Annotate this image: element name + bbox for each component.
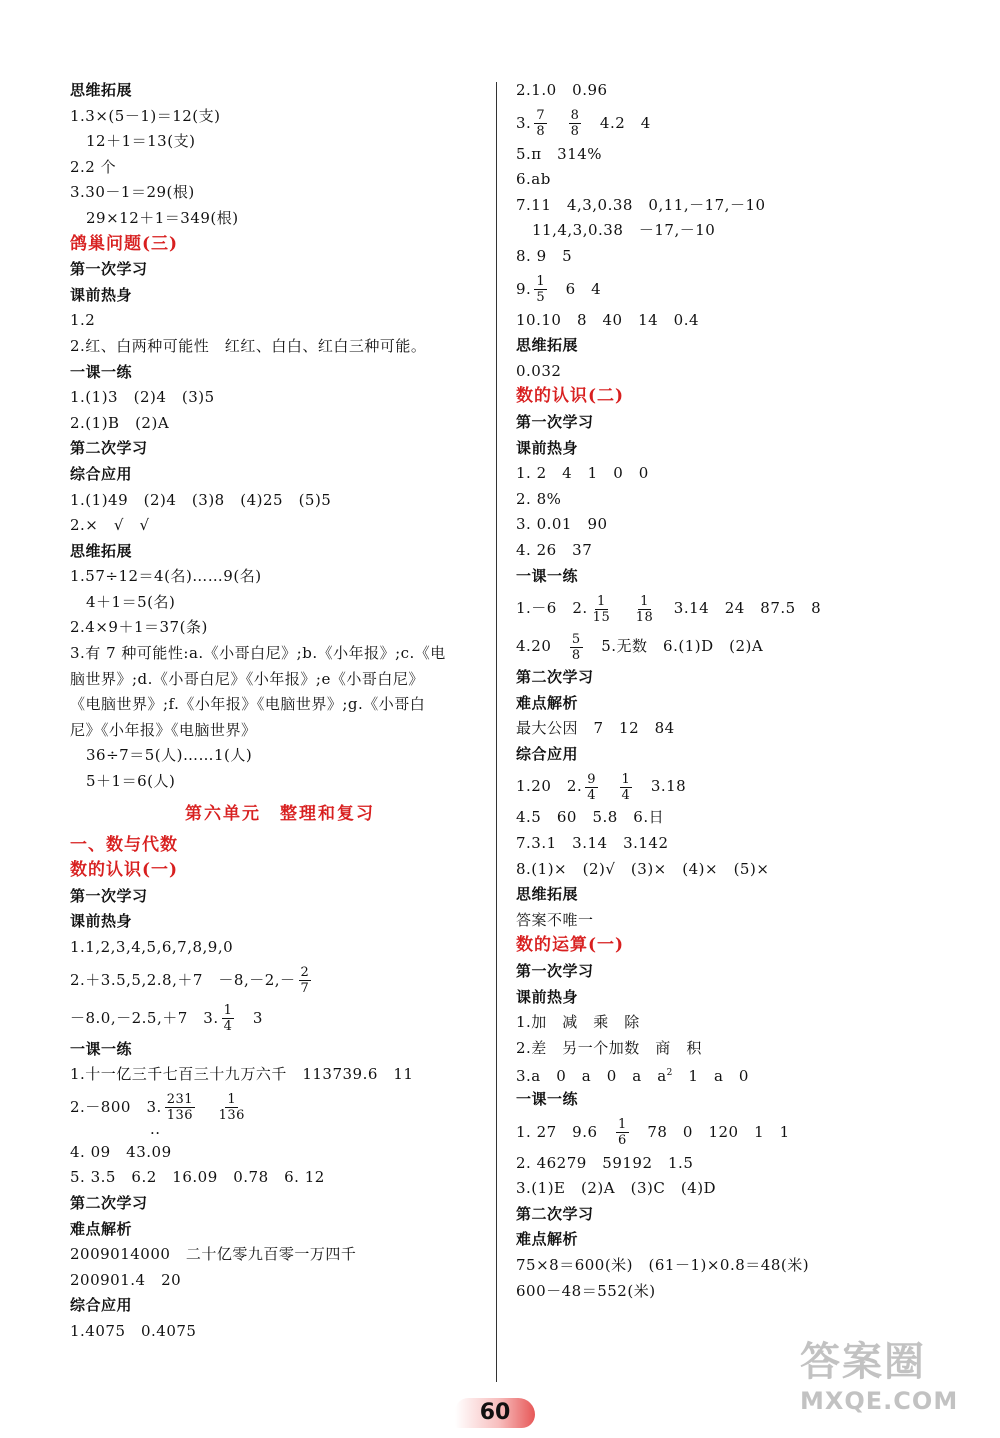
line: 2. 8% <box>516 489 562 508</box>
line: 第二次学习 <box>70 1193 148 1212</box>
fraction: $\frac{2}{7}$ <box>300 965 310 997</box>
line: 3.a 0 a 0 a $a^2$ 1 a 0 <box>516 1067 749 1086</box>
section-heading: 数的运算(一) <box>516 935 625 956</box>
line: 综合应用 <box>516 744 579 763</box>
line: 2.2 个 <box>70 157 117 176</box>
section-heading: 鸽巢问题(三) <box>70 233 179 254</box>
line: 2009014000 二十亿零九百零一万四千 <box>70 1245 357 1264</box>
line: 1.－6 2. $\frac{1}{15}$ $\frac{1}{18}$ 3.14 24 87.5 8 <box>516 593 822 625</box>
fraction: $\frac{8}{8}$ <box>570 108 580 140</box>
column-divider <box>496 82 497 1382</box>
page-number: 60 <box>455 1398 535 1428</box>
fraction: $\frac{9}{4}$ <box>587 771 596 803</box>
line: 思维拓展 <box>516 885 579 904</box>
line: 3. 0.01 90 <box>516 515 608 534</box>
line: 综合应用 <box>70 464 133 483</box>
line: 1.2 <box>70 311 96 330</box>
line: 4. 26 37 <box>516 540 593 559</box>
line: 课前热身 <box>516 438 579 457</box>
line: 75×8＝600(米) (61－1)×0.8＝48(米) <box>516 1255 810 1274</box>
line: 最大公因 7 12 84 <box>516 719 675 738</box>
line: 1.(1)49 (2)4 (3)8 (4)25 (5)5 <box>70 490 332 509</box>
line: 思维拓展 <box>516 336 579 355</box>
fraction: $\frac{1}{136}$ <box>218 1092 245 1124</box>
line: 课前热身 <box>70 912 133 931</box>
fraction: $\frac{1}{5}$ <box>536 274 546 306</box>
line: 脑世界》;d.《小哥白尼》《小年报》;e《小哥白尼》 <box>70 669 424 688</box>
line: 1.4075 0.4075 <box>70 1321 197 1340</box>
line: 600－48＝552(米) <box>516 1281 656 1300</box>
line: 9. $\frac{1}{5}$ 6 4 <box>516 274 602 306</box>
line: 1. 27 9.6 $\frac{1}{6}$ 78 0 120 1 1 <box>516 1117 790 1149</box>
line: 第一次学习 <box>516 962 594 981</box>
line: 3. $\frac{7}{8}$ $\frac{8}{8}$ 4.2 4 <box>516 108 651 140</box>
line: 7.11 4,3,0.38 0,11,－17,－10 <box>516 195 766 214</box>
line: 3.(1)E (2)A (3)C (4)D <box>516 1179 717 1198</box>
line: 6.ab <box>516 170 551 189</box>
line: 2.× √ √ <box>70 516 150 535</box>
line: 8. 9 5 <box>516 246 573 265</box>
section-heading: 数的认识(二) <box>516 386 625 407</box>
line: 7.3.1 3.14 3.142 <box>516 834 669 853</box>
line: 8.(1)× (2)√ (3)× (4)× (5)× <box>516 859 770 878</box>
line: 5.π 314% <box>516 144 603 163</box>
line: 2.＋3.5,5,2.8,＋7 －8,－2,－ $\frac{2}{7}$ <box>70 965 310 997</box>
line: 思维拓展 <box>70 81 133 99</box>
line: 36÷7＝5(人)……1(人) <box>86 746 253 765</box>
line: 课前热身 <box>516 987 579 1006</box>
line: 课前热身 <box>70 285 133 304</box>
unit-title: 第六单元 整理和复习 <box>185 803 375 824</box>
fraction: $\frac{1}{4}$ <box>223 1003 233 1035</box>
line: 第一次学习 <box>70 260 148 279</box>
section-heading: 一、数与代数 <box>70 834 178 855</box>
line: 第一次学习 <box>70 886 148 905</box>
line: 一课一练 <box>516 1090 579 1108</box>
line: 答案不唯一 <box>516 910 594 929</box>
line: 1.(1)3 (2)4 (3)5 <box>70 388 215 407</box>
line: －8.0,－2.5,＋7 3. $\frac{1}{4}$ 3 <box>70 1003 263 1035</box>
line: 尼》《小年报》《电脑世界》 <box>70 720 257 739</box>
line: 2.差 另一个加数 商 积 <box>516 1038 702 1057</box>
line: 第二次学习 <box>516 1204 594 1223</box>
line: 4＋1＝5(名) <box>86 592 176 611</box>
line: 1.57÷12＝4(名)……9(名) <box>70 567 262 586</box>
left-column <box>70 78 490 1345</box>
line: 1.加 减 乘 除 <box>516 1013 640 1032</box>
line: 4.20 $\frac{5}{8}$ 5.无数 6.(1)D (2)A <box>516 631 764 663</box>
line: 一课一练 <box>516 566 579 585</box>
line: 2.红、白两种可能性 红红、白白、红白三种可能。 <box>70 336 427 355</box>
line: 12＋1＝13(支) <box>86 132 196 151</box>
line: 2.1.0 0.96 <box>516 81 608 99</box>
fraction: $\frac{1}{15}$ <box>592 593 611 625</box>
line: 难点解析 <box>516 693 579 712</box>
line: 2. 46279 59192 1.5 <box>516 1153 694 1172</box>
line: 第二次学习 <box>70 439 148 458</box>
line: 1.1,2,3,4,5,6,7,8,9,0 <box>70 938 234 956</box>
line: 29×12＋1＝349(根) <box>86 208 239 227</box>
line: 11,4,3,0.38 －17,－10 <box>532 221 716 240</box>
fraction: $\frac{1}{6}$ <box>618 1117 627 1149</box>
line: 思维拓展 <box>70 541 133 560</box>
line: 4.5 60 5.8 6.日 <box>516 808 665 827</box>
line: 综合应用 <box>70 1296 133 1315</box>
section-heading: 数的认识(一) <box>70 860 179 881</box>
repeating-dots: ·· <box>150 1123 161 1142</box>
line: 难点解析 <box>70 1219 133 1238</box>
right-column <box>516 78 956 1304</box>
line: 1.20 2. $\frac{9}{4}$ $\frac{1}{4}$ 3.18 <box>516 771 687 803</box>
fraction: $\frac{231}{136}$ <box>166 1092 194 1124</box>
fraction: $\frac{5}{8}$ <box>571 631 581 663</box>
line: 难点解析 <box>516 1230 579 1249</box>
line: 1.3×(5－1)＝12(支) <box>70 106 221 125</box>
line: 200901.4 20 <box>70 1270 182 1289</box>
line: 4. 09 43.09 <box>70 1142 172 1161</box>
line: 3.有 7 种可能性:a.《小哥白尼》;b.《小年报》;c.《电 <box>70 644 446 663</box>
line: 1.十一亿三千七百三十九万六千 113739.6 11 <box>70 1065 414 1084</box>
line: 2.4×9＋1＝37(条) <box>70 618 208 637</box>
fraction: $\frac{1}{18}$ <box>635 593 654 625</box>
watermark-logo: 答案圈 MXQE.COM <box>800 1339 959 1415</box>
line: 一课一练 <box>70 362 133 381</box>
line: 5. 3.5 6.2 16.09 0.78 6. 12 <box>70 1168 325 1187</box>
line: 5＋1＝6(人) <box>86 772 176 791</box>
line: 3.30－1＝29(根) <box>70 183 195 202</box>
line: 一课一练 <box>70 1039 133 1058</box>
line: 《电脑世界》;f.《小年报》《电脑世界》;g.《小哥白 <box>70 695 426 714</box>
line: 2.(1)B (2)A <box>70 413 170 432</box>
line: 第二次学习 <box>516 668 594 687</box>
line: 1. 2 4 1 0 0 <box>516 464 649 483</box>
line: 2.－800 3. $\frac{231}{136}$ $\frac{1}{136}$ <box>70 1092 245 1124</box>
fraction: $\frac{1}{4}$ <box>621 771 631 803</box>
line: 10.10 8 40 14 0.4 <box>516 310 700 329</box>
line: 第一次学习 <box>516 412 594 431</box>
fraction: $\frac{7}{8}$ <box>536 108 546 140</box>
line: 0.032 <box>516 361 562 380</box>
